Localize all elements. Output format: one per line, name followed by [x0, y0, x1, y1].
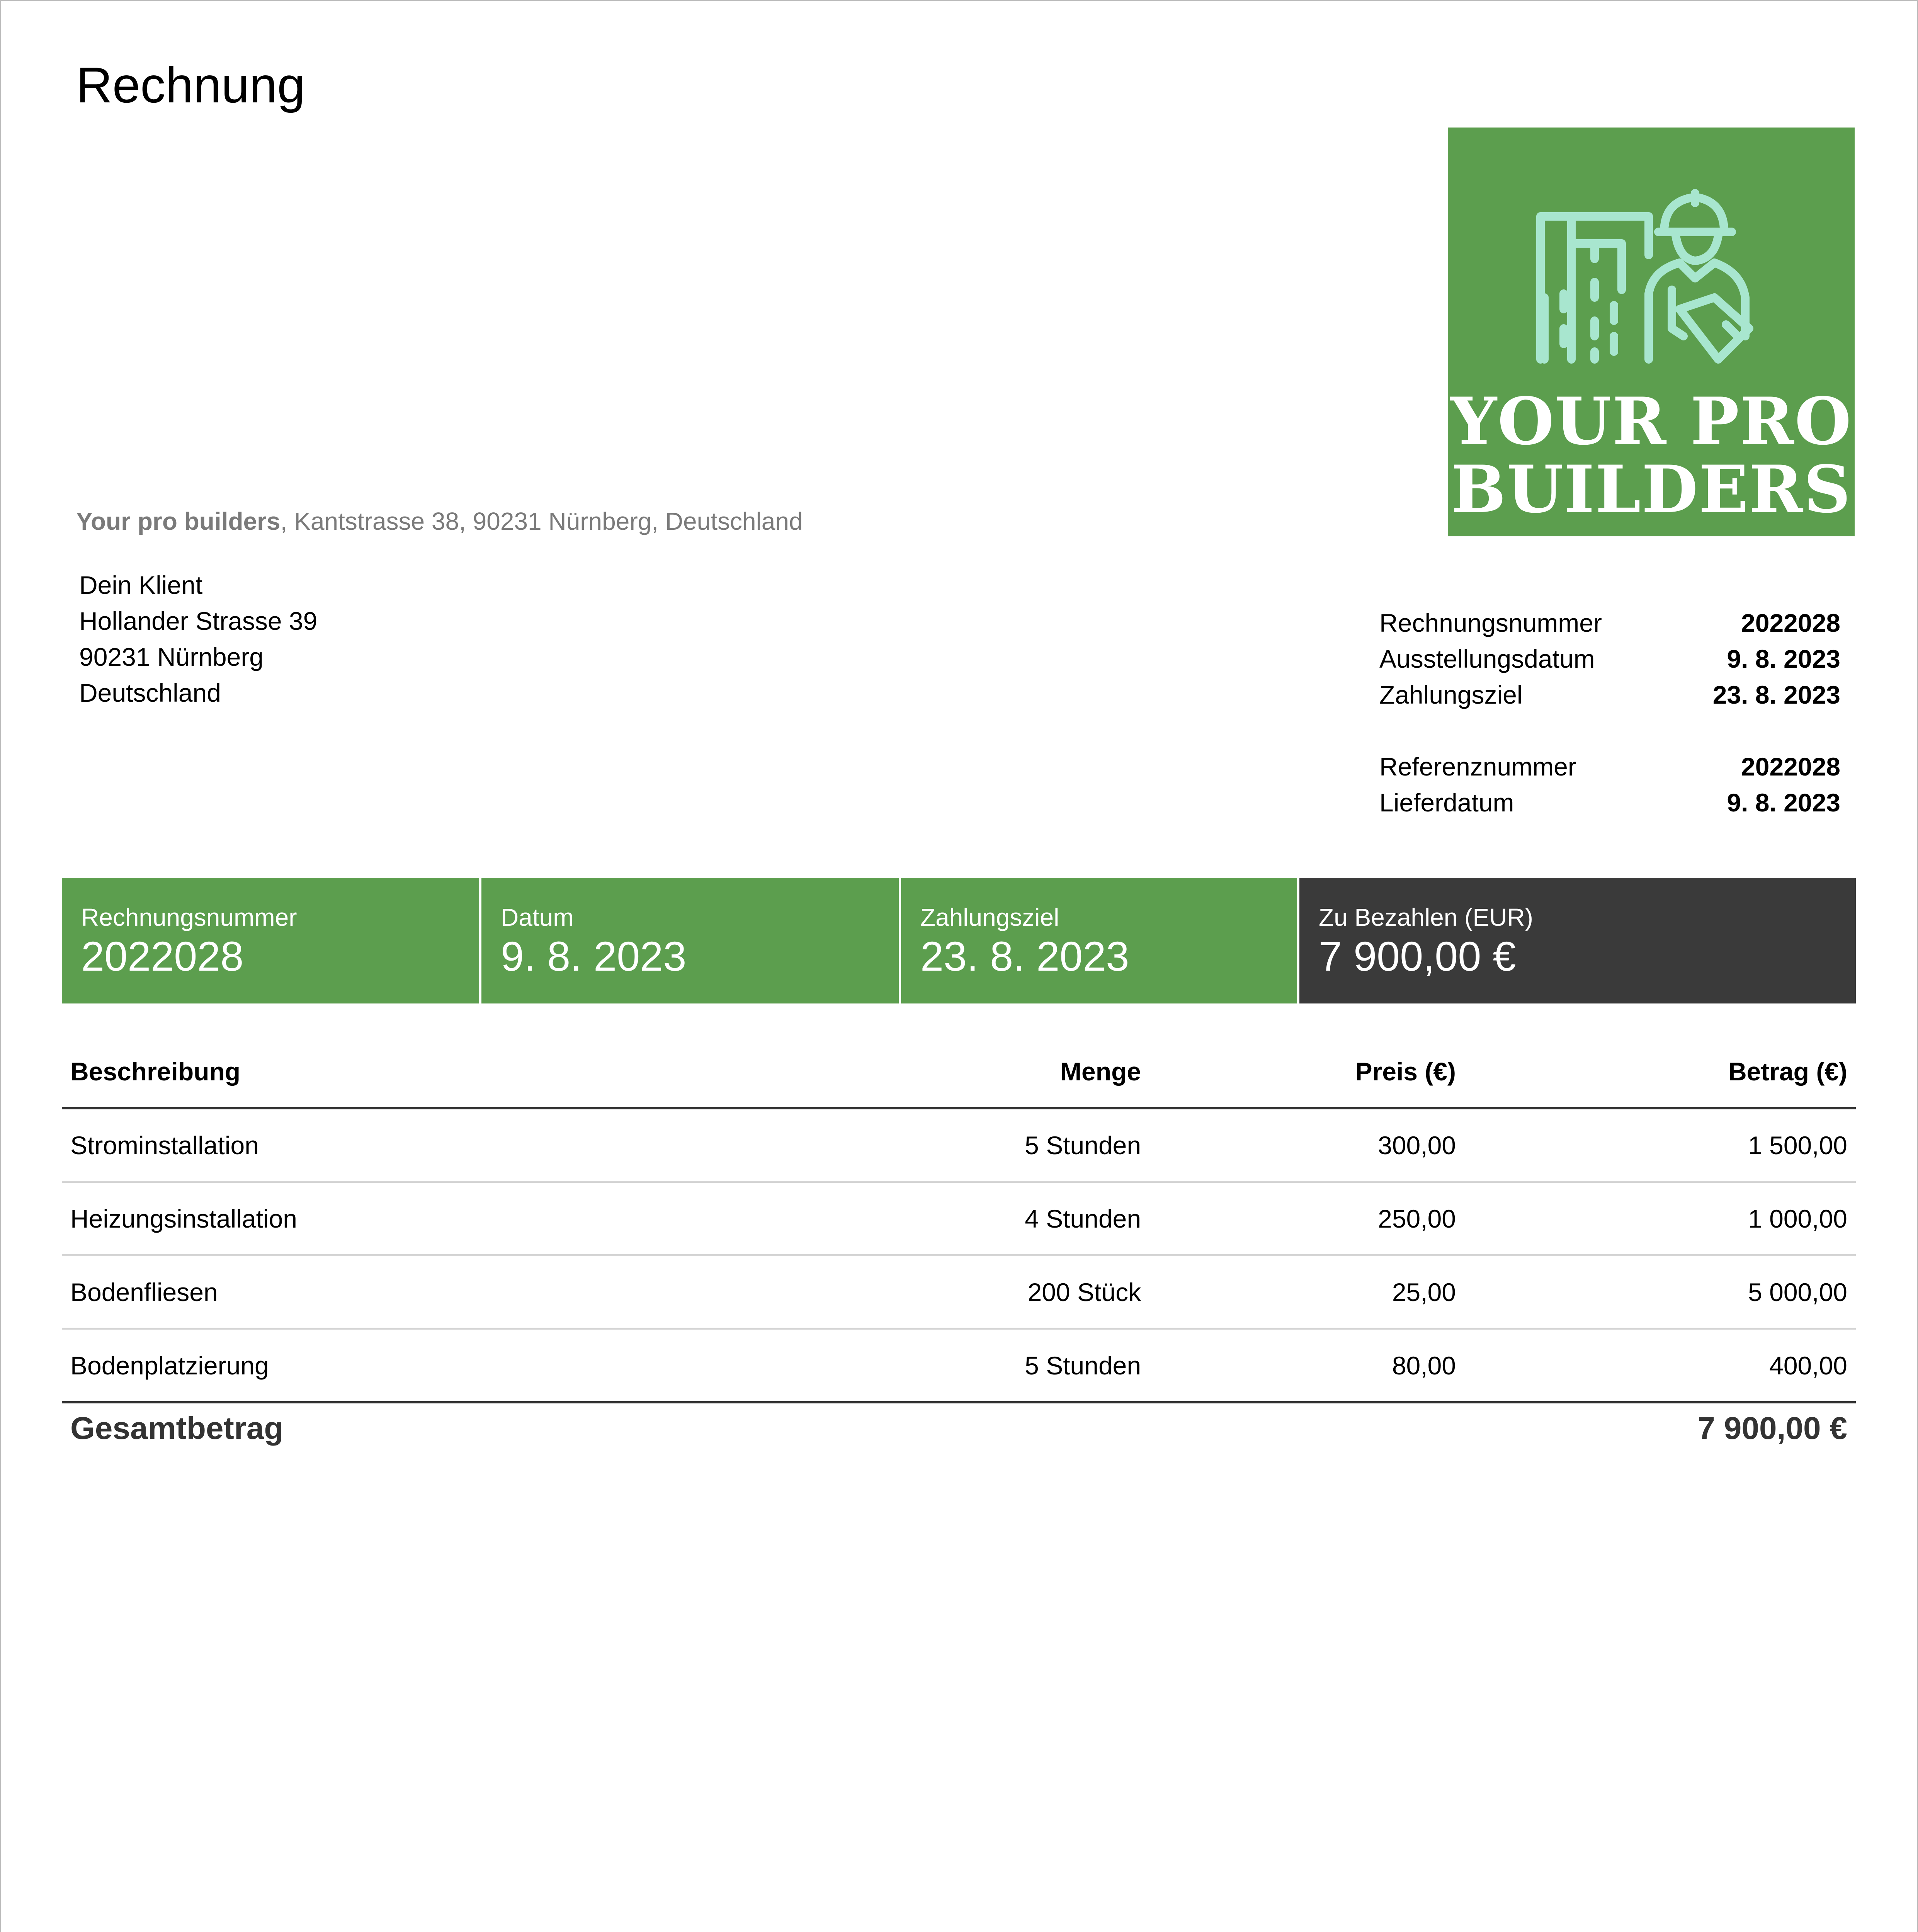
- summary-box-amount-due: [1299, 878, 1856, 1003]
- table-row: [62, 1109, 1856, 1183]
- client-line: Deutschland: [79, 679, 221, 707]
- invoice-meta-block-2: [1379, 749, 1840, 821]
- cell-amount: 1 000,00: [1748, 1204, 1847, 1233]
- sender-address-line: [76, 507, 803, 536]
- client-address: [79, 567, 317, 711]
- cell-price: 80,00: [1392, 1351, 1456, 1380]
- meta-label: Rechnungsnummer: [1379, 609, 1602, 637]
- cell-description: Bodenplatzierung: [70, 1351, 269, 1380]
- client-line: Dein Klient: [79, 571, 203, 599]
- table-row: [62, 1330, 1856, 1403]
- sender-name: Your pro builders: [76, 507, 281, 535]
- meta-label: Referenznummer: [1379, 752, 1576, 781]
- line-items-table: [62, 1036, 1856, 1454]
- meta-value: 9. 8. 2023: [1727, 788, 1840, 817]
- summary-box-invoice-number: [62, 878, 479, 1003]
- meta-value: 23. 8. 2023: [1712, 680, 1840, 709]
- logo-wordmark: [1448, 383, 1855, 527]
- meta-value: 9. 8. 2023: [1727, 645, 1840, 673]
- summary-label: Datum: [501, 903, 574, 931]
- summary-label: Zahlungsziel: [920, 903, 1059, 931]
- meta-row-invoice-number: [1379, 605, 1840, 641]
- meta-row-delivery-date: [1379, 785, 1840, 821]
- cell-quantity: 5 Stunden: [1025, 1351, 1141, 1380]
- meta-label: Ausstellungsdatum: [1379, 645, 1595, 673]
- meta-value: 2022028: [1741, 752, 1840, 781]
- summary-box-date: [481, 878, 899, 1003]
- cell-description: Strominstallation: [70, 1131, 259, 1160]
- cell-amount: 5 000,00: [1748, 1277, 1847, 1306]
- meta-row-due-date: [1379, 677, 1840, 713]
- company-logo: [1448, 128, 1855, 536]
- document-title: Rechnung: [76, 57, 305, 113]
- cell-amount: 400,00: [1769, 1351, 1847, 1380]
- summary-value: 23. 8. 2023: [920, 933, 1129, 980]
- total-row: [62, 1403, 1856, 1454]
- sender-address: , Kantstrasse 38, 90231 Nürnberg, Deutschland: [280, 507, 803, 535]
- cell-quantity: 4 Stunden: [1025, 1204, 1141, 1233]
- total-value: 7 900,00 €: [1697, 1411, 1847, 1446]
- total-label: Gesamtbetrag: [70, 1411, 284, 1446]
- client-line: 90231 Nürnberg: [79, 643, 264, 671]
- cell-description: Bodenfliesen: [70, 1277, 218, 1306]
- summary-value: 2022028: [81, 933, 244, 980]
- summary-value: 7 900,00 €: [1319, 933, 1516, 980]
- summary-box-due-date: [901, 878, 1297, 1003]
- meta-label: Zahlungsziel: [1379, 680, 1523, 709]
- column-header-amount: Betrag (€): [1728, 1057, 1847, 1086]
- table-row: [62, 1256, 1856, 1330]
- meta-row-issue-date: [1379, 641, 1840, 677]
- logo-line-1: YOUR PRO: [1450, 383, 1852, 459]
- cell-price: 300,00: [1378, 1131, 1456, 1160]
- table-header: [62, 1036, 1856, 1109]
- column-header-description: Beschreibung: [70, 1057, 241, 1086]
- client-line: Hollander Strasse 39: [79, 607, 318, 635]
- cell-quantity: 200 Stück: [1027, 1277, 1141, 1306]
- summary-label: Zu Bezahlen (EUR): [1319, 903, 1533, 931]
- cell-price: 25,00: [1392, 1277, 1456, 1306]
- cell-description: Heizungsinstallation: [70, 1204, 298, 1233]
- table-row: [62, 1183, 1856, 1256]
- cell-price: 250,00: [1378, 1204, 1456, 1233]
- column-header-quantity: Menge: [1060, 1057, 1141, 1086]
- cell-quantity: 5 Stunden: [1025, 1131, 1141, 1160]
- summary-value: 9. 8. 2023: [501, 933, 687, 980]
- meta-label: Lieferdatum: [1379, 788, 1514, 817]
- meta-row-reference-number: [1379, 749, 1840, 785]
- meta-value: 2022028: [1741, 609, 1840, 637]
- logo-line-2: BUILDERS: [1451, 451, 1852, 527]
- summary-label: Rechnungsnummer: [81, 903, 297, 931]
- cell-amount: 1 500,00: [1748, 1131, 1847, 1160]
- invoice-meta-block: [1379, 605, 1840, 713]
- column-header-price: Preis (€): [1355, 1057, 1456, 1086]
